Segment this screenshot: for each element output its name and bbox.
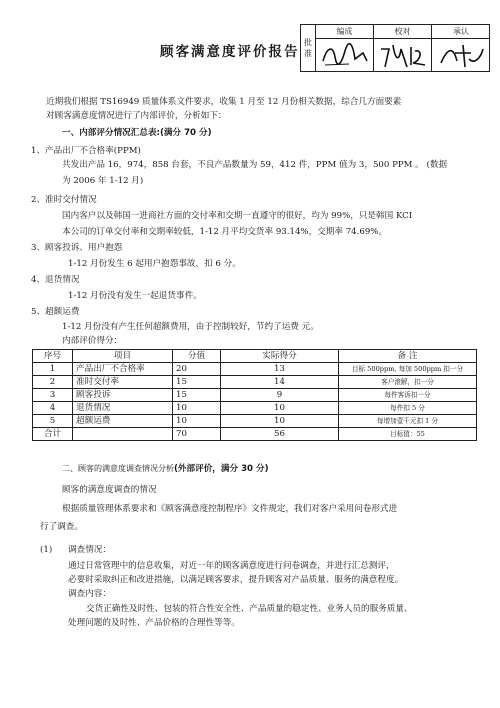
part2-body-line: 处理问题的及时性、产品价格的合理性等等。 <box>68 618 240 628</box>
approval-side-char: 批 <box>304 38 312 47</box>
document-title: 顾客满意度评价报告 <box>160 44 300 60</box>
cell: 70 <box>173 428 221 441</box>
cell: 15 <box>173 376 221 389</box>
cell: 顾客投诉 <box>73 389 173 402</box>
item-title: 2、准时交付情况 <box>31 195 97 205</box>
cell: 2 <box>33 376 73 389</box>
part2-body-line: 调查内容： <box>68 589 111 599</box>
cell: 10 <box>221 415 339 428</box>
section2-heading-bold: (外部评价，满分 30 分) <box>174 464 269 474</box>
col-header: 实际得分 <box>221 350 339 363</box>
part2-line: 根据质量管理体系要求和《顾客满意度控制程序》文件规定，我们对客户采用问卷形式进 <box>62 504 398 514</box>
part2-subheading: 顾客的满意度调查的情况 <box>62 485 157 495</box>
cell: 目标值：55 <box>339 428 477 441</box>
col-header: 分值 <box>173 350 221 363</box>
part2-line: 行了调查。 <box>40 522 83 532</box>
item-title: 3、顾客投诉、用户抱怨 <box>31 243 123 253</box>
cell: 5 <box>33 415 73 428</box>
table-row <box>33 389 477 402</box>
cell: 10 <box>221 402 339 415</box>
cell: 合计 <box>33 428 73 441</box>
item-line: 共发出产品 16，974，858 台套，不良产品数量为 59，412 件，PPM 值为 3，500 PPM 。 (数据 <box>62 160 448 170</box>
item-line: 1-12 月份发生 6 起用户抱怨事故，扣 6 分。 <box>68 259 241 269</box>
approval-header-check: 校对 <box>374 25 431 39</box>
part2-body-line: 通过日常管理中的信息收集，对近一年的顾客满意度进行问卷调查，并进行汇总测评， <box>68 561 395 571</box>
cell: 4 <box>33 402 73 415</box>
item-line: 1-12 月份没有发生一起退货事件。 <box>68 291 202 301</box>
cell: 14 <box>221 376 339 389</box>
item-title: 5、超额运费 <box>31 307 80 317</box>
item-line: 1-12 月份没有产生任何超额费用，由于控制较好，节约了运费 元。 <box>62 322 319 332</box>
approval-side-label <box>301 25 316 71</box>
section2-heading-normal: 二、顾客的满意度调查情况分析 <box>62 464 174 473</box>
cell: 10 <box>173 415 221 428</box>
col-header: 项目 <box>73 350 173 363</box>
cell: 每件扣 5 分 <box>339 402 477 415</box>
item-title: 4、退货情况 <box>31 275 80 285</box>
cell: 9 <box>221 389 339 402</box>
cell: 20 <box>173 363 221 376</box>
signature-approve <box>435 39 487 71</box>
cell: 目标 500ppm, 每加 500ppm 扣一分 <box>339 363 477 376</box>
section-heading-internal: 一、内部评分情况汇总表:(满分 70 分) <box>62 128 212 138</box>
cell: 客户滚解，扣一分 <box>339 376 477 389</box>
table-row <box>33 363 477 376</box>
cell: 产品出厂不合格率 <box>73 363 173 376</box>
intro-line: 近期我们根据 TS16949 质量体系文件要求，收集 1 月至 12 月份相关数据，综合几方面要素 <box>46 97 402 107</box>
cell: 1 <box>33 363 73 376</box>
score-table <box>32 349 477 441</box>
section-heading-external <box>62 462 269 476</box>
approval-box <box>300 24 490 72</box>
table-row <box>33 376 477 389</box>
part2-number-title: 调查情况： <box>68 545 111 555</box>
table-total-row <box>33 428 477 441</box>
table-header-row <box>33 350 477 363</box>
cell: 准时交付率 <box>73 376 173 389</box>
approval-side-char: 准 <box>304 49 312 58</box>
col-header: 序号 <box>33 350 73 363</box>
part2-number: (1) <box>40 545 53 555</box>
cell: 退货情况 <box>73 402 173 415</box>
part2-body-line: 交货正确性及时性、包装的符合性安全性、产品质量的稳定性、业务人员的服务质量、 <box>86 604 413 614</box>
cell: 13 <box>221 363 339 376</box>
col-header: 备 注 <box>339 350 477 363</box>
cell: 每件客诉扣一分 <box>339 389 477 402</box>
cell: 超额运费 <box>73 415 173 428</box>
item-line: 本公司的订单交付率和交期率较低，1-12 月平均交货率 93.14%，交期率 74.69%。 <box>62 227 388 237</box>
intro-line: 对顾客满意度情况进行了内部评价，分析如下： <box>46 111 227 121</box>
cell: 15 <box>173 389 221 402</box>
signature-compile <box>319 39 371 71</box>
part2-body-line: 必要时采取纠正和改进措施，以满足顾客要求，提升顾客对产品质量、服务的满意程度。 <box>68 575 404 585</box>
item-title: 1、产品出厂不合格率(PPM) <box>31 146 141 156</box>
table-row <box>33 415 477 428</box>
cell: 每增加壹千元扣 1 分 <box>339 415 477 428</box>
cell: 56 <box>221 428 339 441</box>
item-line: 国内客户以及韩国一进商社方面的交付率和交期一直遵守的很好，均为 99%，只是韩国 KCI <box>62 211 413 221</box>
table-row <box>33 402 477 415</box>
approval-header-compile: 编成 <box>316 25 373 39</box>
cell: 3 <box>33 389 73 402</box>
signature-check <box>377 39 429 71</box>
table-caption: 内部评价得分： <box>62 336 123 346</box>
approval-header-approve: 承认 <box>432 25 490 39</box>
item-line: 为 2006 年 1-12 月) <box>62 176 144 186</box>
cell: 10 <box>173 402 221 415</box>
cell <box>73 428 173 441</box>
